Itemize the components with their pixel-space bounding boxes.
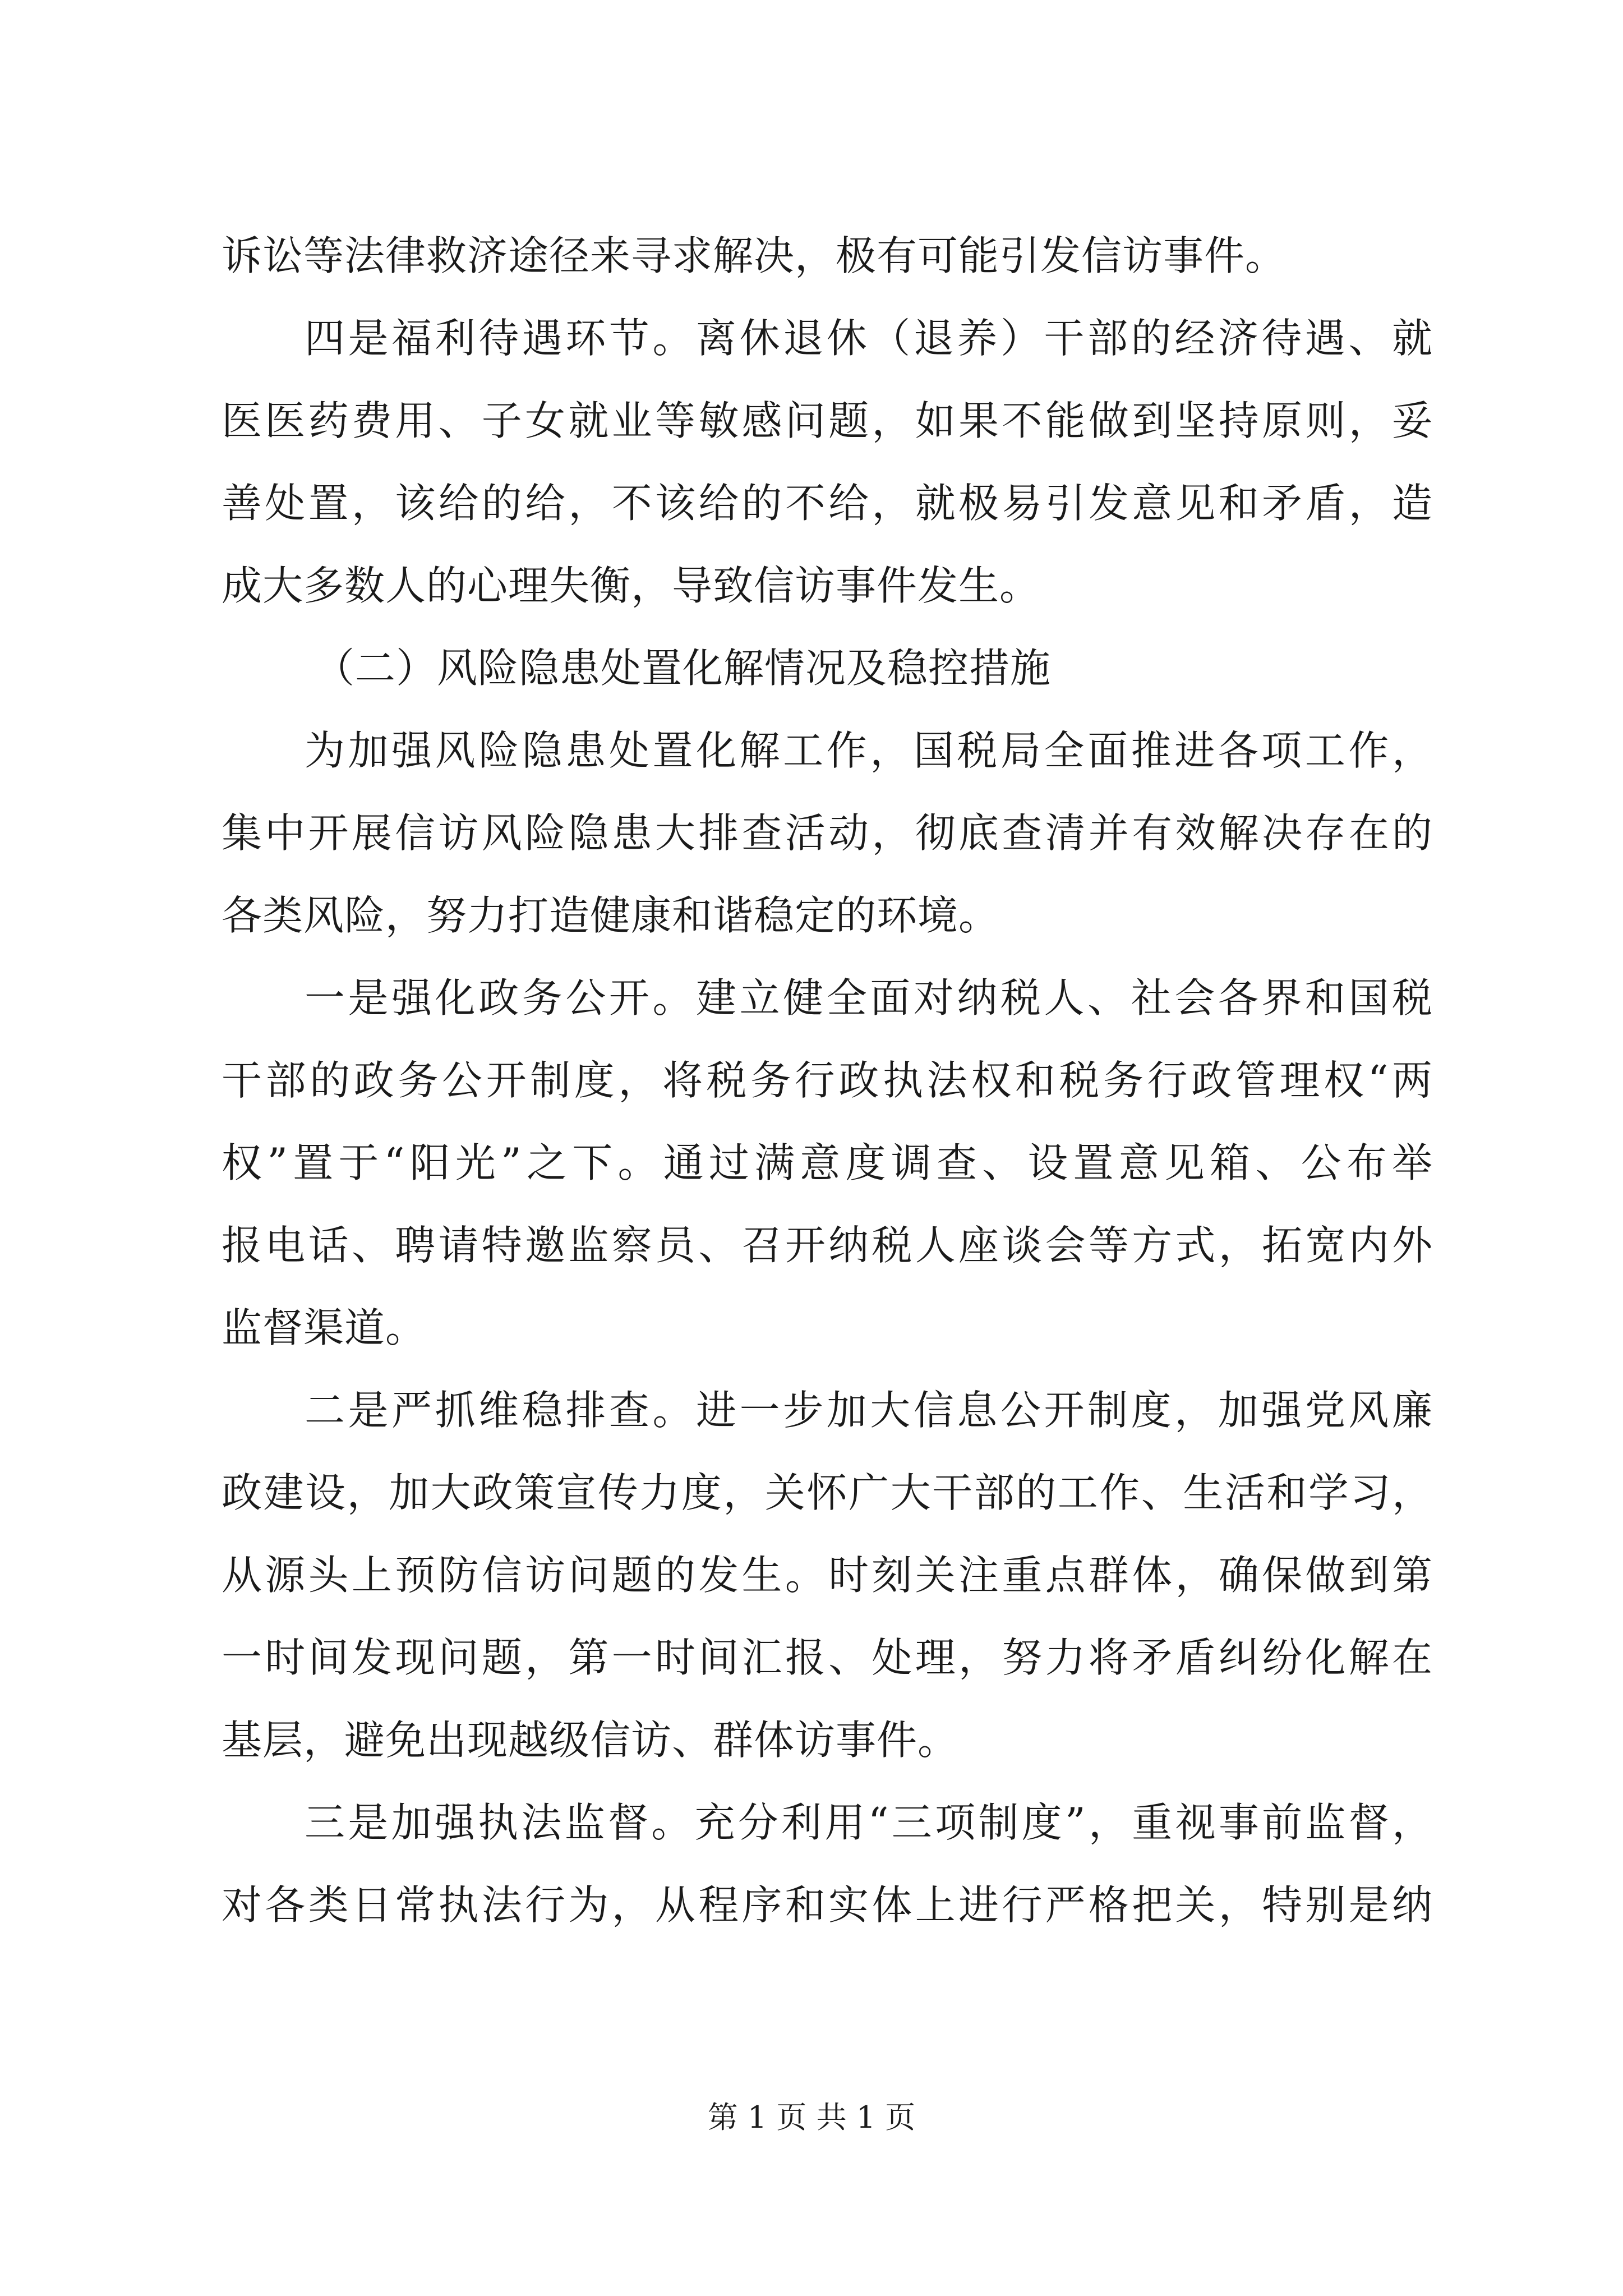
- paragraph-line: 一是强化政务公开。建立健全面对纳税人、社会各界和国税: [305, 974, 1433, 1022]
- paragraph-line: 权”置于“阳光”之下。通过满意度调查、设置意见箱、公布举: [222, 1139, 1433, 1186]
- paragraph-line: 四是福利待遇环节。离休退休（退养）干部的经济待遇、就: [305, 315, 1433, 362]
- paragraph-line: 监督渠道。: [222, 1304, 427, 1351]
- paragraph-line: 成大多数人的心理失衡，导致信访事件发生。: [222, 562, 1041, 609]
- paragraph-line: 一时间发现问题，第一时间汇报、处理，努力将矛盾纠纷化解在: [222, 1634, 1433, 1681]
- paragraph-line: 从源头上预防信访问题的发生。时刻关注重点群体，确保做到第: [222, 1552, 1433, 1599]
- paragraph-line: 各类风险，努力打造健康和谐稳定的环境。: [222, 892, 1000, 939]
- paragraph-line: 医医药费用、子女就业等敏感问题，如果不能做到坚持原则，妥: [222, 397, 1433, 444]
- paragraph-line: 三是加强执法监督。充分利用“三项制度”，重视事前监督，: [305, 1799, 1433, 1846]
- paragraph-line: 干部的政务公开制度，将税务行政执法权和税务行政管理权“两: [222, 1057, 1433, 1104]
- paragraph-line: 二是严抓维稳排查。进一步加大信息公开制度，加强党风廉: [305, 1387, 1433, 1434]
- paragraph-line: 基层，避免出现越级信访、群体访事件。: [222, 1717, 959, 1764]
- paragraph-line: 为加强风险隐患处置化解工作，国税局全面推进各项工作，: [305, 727, 1433, 774]
- paragraph-line: 政建设，加大政策宣传力度，关怀广大干部的工作、生活和学习，: [222, 1469, 1433, 1516]
- document-body: [222, 215, 1433, 1947]
- paragraph-line: 对各类日常执法行为，从程序和实体上进行严格把关，特别是纳: [222, 1881, 1433, 1929]
- section-heading: （二）风险隐患处置化解情况及稳控措施: [314, 645, 1052, 692]
- page-footer: 第 1 页 共 1 页: [707, 2100, 916, 2135]
- paragraph-line: 集中开展信访风险隐患大排查活动，彻底查清并有效解决存在的: [222, 809, 1433, 857]
- paragraph-line: 报电话、聘请特邀监察员、召开纳税人座谈会等方式，拓宽内外: [222, 1222, 1433, 1269]
- paragraph-line: 善处置，该给的给，不该给的不给，就极易引发意见和矛盾，造: [222, 480, 1433, 527]
- text-line: 诉讼等法律救济途径来寻求解决，极有可能引发信访事件。: [222, 232, 1287, 279]
